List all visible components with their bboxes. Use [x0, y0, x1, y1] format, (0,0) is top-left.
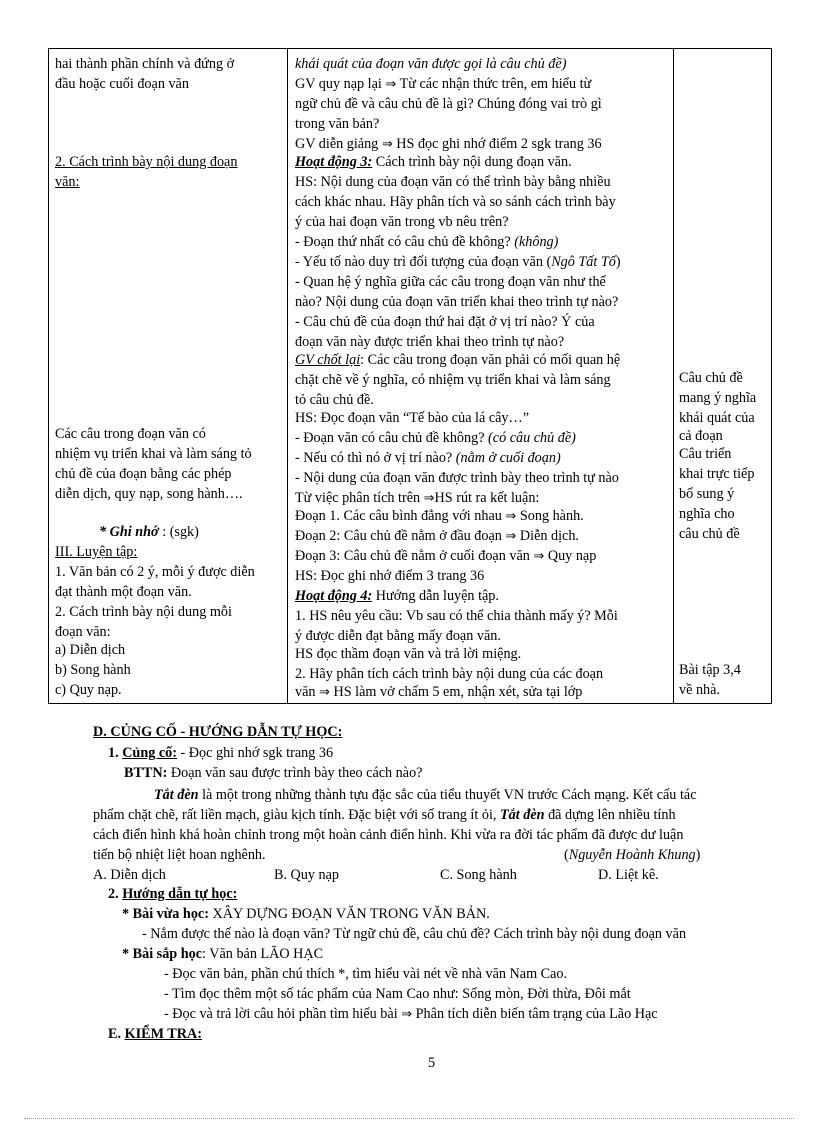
activity-line — [295, 489, 539, 508]
text-run: * Ghi nhớ — [99, 524, 159, 540]
text-run: ý của hai đoạn văn trong vb nêu trên? — [295, 214, 509, 230]
activity-line — [295, 333, 564, 352]
activity-line — [295, 683, 582, 702]
text-run: Tắt đèn — [500, 807, 545, 823]
text-run: đã dựng lên nhiều tính — [544, 807, 676, 823]
text-run: Đoạn 3: Câu chủ đề nằm ở cuối đoạn văn — [295, 548, 534, 564]
text-run: 1. — [108, 745, 123, 761]
arrow-icon: ⇒ — [381, 137, 393, 152]
arrow-icon: ⇒ — [385, 77, 397, 92]
note-line — [679, 525, 740, 544]
text-run: BTTN: — [124, 765, 168, 781]
activity-line — [295, 115, 379, 134]
text-run: Các câu trong đoạn văn có — [55, 426, 206, 442]
section-line — [164, 1005, 658, 1024]
lesson-table — [48, 48, 772, 704]
activity-line — [295, 645, 521, 664]
page-number: 5 — [428, 1055, 436, 1071]
text-run: đoạn văn: — [55, 624, 111, 640]
text-run: (không) — [514, 234, 559, 250]
note-line — [679, 389, 756, 408]
section-line — [164, 965, 567, 984]
text-run: b) Song hành — [55, 662, 131, 678]
activity-line — [295, 313, 595, 332]
content-line — [55, 75, 189, 94]
page-border — [24, 1118, 794, 1119]
text-run: Song hành. — [516, 508, 584, 524]
activity-line — [295, 213, 509, 232]
text-run: Củng cố: — [122, 745, 177, 761]
text-run: 1. HS nêu yêu cầu: Vb sau có thể chia thành mấy ý? Mỗi — [295, 608, 618, 624]
activity-line — [295, 75, 591, 94]
text-run: HS: Nội dung của đoạn văn có thể trình bày bằng nhiều — [295, 174, 611, 190]
text-run: A. Diễn dịch — [93, 867, 166, 883]
text-run: GV chốt lại — [295, 352, 361, 368]
activity-line — [295, 153, 572, 172]
activity-line — [295, 351, 620, 370]
text-run: Tắt đèn — [154, 787, 199, 803]
text-run: ý được diễn đạt bằng mấy đoạn văn. — [295, 628, 501, 644]
text-run: Diễn dịch. — [516, 528, 579, 544]
section-line — [564, 846, 700, 865]
section-line — [93, 806, 676, 825]
text-run: 2. Hãy phân tích cách trình bày nội dung của các đoạn — [295, 666, 604, 682]
text-run: 2. Cách trình bày nội dung đoạn — [55, 154, 238, 170]
text-run: III. Luyện tập: — [55, 544, 138, 560]
text-run: cả đoạn — [679, 428, 723, 444]
text-run: tiến bộ nhiệt liệt hoan nghênh. — [93, 847, 266, 863]
text-run: tỏ câu chủ đề. — [295, 392, 374, 408]
text-run: HS rút ra kết luận: — [434, 490, 540, 506]
text-run: phẩm chặt chẽ, rất liền mạch, giàu kịch tính. Đặc biệt với số trang ít ỏi, — [93, 807, 500, 823]
arrow-icon: ⇒ — [319, 685, 330, 700]
activity-line — [295, 527, 579, 546]
text-run: khái quát của — [679, 410, 755, 426]
text-run: - Đọc ghi nhớ sgk trang 36 — [176, 745, 334, 761]
text-run: - Tìm đọc thêm một số tác phẩm của Nam Cao như: Sống mòn, Đời thừa, Đôi mắt — [164, 986, 631, 1002]
text-run: trong văn bản? — [295, 116, 380, 132]
activity-line — [295, 55, 566, 74]
text-run: Bài tập 3,4 — [679, 662, 741, 678]
text-run: (nằm ở cuối đoạn) — [455, 450, 561, 466]
text-run: Đoạn 1. Các câu bình đẳng với nhau — [295, 508, 506, 524]
text-run: - Quan hệ ý nghĩa giữa các câu trong đoạn văn như thế — [295, 274, 606, 290]
text-run: GV diễn giảng — [295, 136, 382, 152]
text-run: : Văn bản LÃO HẠC — [202, 946, 324, 962]
note-line — [679, 465, 754, 484]
arrow-icon: ⇒ — [533, 549, 545, 564]
text-run: GV quy nạp lại — [295, 76, 386, 92]
text-run: chủ đề của đoạn bằng các phép — [55, 466, 232, 482]
content-line — [99, 523, 199, 542]
section-line — [164, 985, 631, 1004]
column-divider — [673, 49, 674, 703]
text-run: HS: Đọc đoạn văn “Tế bào của lá cây…” — [295, 410, 529, 426]
text-run: Câu chủ đề — [679, 370, 743, 386]
note-line — [679, 661, 741, 680]
text-run: HS đọc ghi nhớ điểm 2 sgk trang 36 — [392, 136, 602, 152]
text-run: B. Quy nạp — [274, 867, 340, 883]
content-line — [55, 173, 79, 192]
activity-line — [295, 429, 576, 448]
text-run: khai trực tiếp — [679, 466, 755, 482]
section-line — [274, 866, 339, 885]
text-run: XÂY DỰNG ĐOẠN VĂN TRONG VĂN BẢN. — [208, 906, 490, 922]
text-run: c) Quy nạp. — [55, 682, 122, 698]
content-line — [55, 55, 234, 74]
text-run: Hoạt động 3: — [295, 154, 373, 170]
text-run: Đoạn văn sau được trình bày theo cách nào? — [167, 765, 423, 781]
text-run: KIỂM TRA: — [124, 1026, 202, 1042]
activity-line — [295, 233, 558, 252]
text-run: văn — [295, 684, 320, 700]
section-line — [122, 945, 323, 964]
text-run: Nguyễn Hoành Khung — [568, 847, 696, 863]
text-run: - Đọc văn bản, phần chú thích *, tìm hiểu vài nét về nhà văn Nam Cao. — [164, 966, 568, 982]
text-run: đầu hoặc cuối đoạn văn — [55, 76, 189, 92]
text-run: - Nội dung của đoạn văn được trình bày theo trình tự nào — [295, 470, 619, 486]
section-line — [124, 764, 422, 783]
text-run: câu chủ đề — [679, 526, 740, 542]
text-run: hai thành phần chính và đứng ở — [55, 56, 235, 72]
section-line — [93, 723, 342, 742]
text-run: Hướng dẫn luyện tập. — [372, 588, 499, 604]
activity-line — [295, 391, 374, 410]
section-line — [598, 866, 659, 885]
text-run: 2. Cách trình bày nội dung mỗi — [55, 604, 232, 620]
activity-line — [295, 665, 603, 684]
section-line — [93, 846, 266, 865]
text-run: D. CỦNG CỐ - HƯỚNG DẪN TỰ HỌC: — [93, 724, 343, 740]
text-run: là một trong những thành tựu đặc sắc của tiểu thuyết VN trước Cách mạng. Kết cấu tác — [198, 787, 697, 803]
section-line — [122, 905, 490, 924]
text-run: chặt chẽ về ý nghĩa, có nhiệm vụ triển khai và làm sáng — [295, 372, 611, 388]
note-line — [679, 681, 720, 700]
section-line — [108, 1025, 202, 1044]
content-line — [55, 563, 255, 582]
text-run: HS đọc thầm đoạn văn và trả lời miệng. — [295, 646, 522, 662]
text-run: - Đọc và trả lời câu hỏi phần tìm hiểu bài — [164, 1006, 402, 1022]
content-line — [55, 603, 232, 622]
content-line — [55, 425, 206, 444]
text-run: Câu triển — [679, 446, 732, 462]
text-run: D. Liệt kê. — [598, 867, 659, 883]
text-run: mang ý nghĩa — [679, 390, 757, 406]
content-line — [55, 485, 243, 504]
activity-line — [295, 587, 499, 606]
text-run: E. — [108, 1026, 125, 1042]
text-run: C. Song hành — [440, 867, 517, 883]
text-run: nào? Nội dung của đoạn văn triển khai theo trình tự nào? — [295, 294, 619, 310]
text-run: : (sgk) — [158, 524, 199, 540]
text-run: diễn dịch, quy nạp, song hành…. — [55, 486, 243, 502]
text-run: a) Diễn dịch — [55, 642, 126, 658]
content-line — [55, 543, 137, 562]
activity-line — [295, 173, 611, 192]
text-run: - Câu chủ đề của đoạn thứ hai đặt ở vị trí nào? Ý của — [295, 314, 595, 330]
text-run: ngữ chủ đề và câu chủ đề là gì? Chúng đóng vai trò gì — [295, 96, 602, 112]
activity-line — [295, 135, 602, 154]
section-line — [154, 786, 697, 805]
note-line — [679, 369, 743, 388]
activity-line — [295, 547, 596, 566]
text-run: đạt thành một đoạn văn. — [55, 584, 192, 600]
text-run: ( — [564, 847, 569, 863]
activity-line — [295, 469, 619, 488]
note-line — [679, 427, 723, 446]
activity-line — [295, 371, 611, 390]
text-run: Quy nạp — [544, 548, 597, 564]
text-run: HS: Đọc ghi nhớ điểm 3 trang 36 — [295, 568, 485, 584]
arrow-icon: ⇒ — [401, 1007, 413, 1022]
activity-line — [295, 607, 618, 626]
content-line — [55, 445, 252, 464]
content-line — [55, 623, 111, 642]
text-run: Đoạn 2: Câu chủ đề nằm ở đầu đoạn — [295, 528, 506, 544]
text-run: Hướng dẫn tự học: — [122, 886, 238, 902]
text-run: cách điển hình khá hoàn chỉnh trong một hoàn cảnh điển hình. Khi vừa ra đời tác phẩm đã được dư luận — [93, 827, 684, 843]
text-run: * Bài sắp học — [122, 946, 203, 962]
activity-line — [295, 409, 529, 428]
text-run: - Nếu có thì nó ở vị trí nào? — [295, 450, 456, 466]
text-run: - Đoạn văn có câu chủ đề không? — [295, 430, 489, 446]
text-run: Từ việc phân tích trên — [295, 490, 424, 506]
text-run: * Bài vừa học: — [122, 906, 209, 922]
note-line — [679, 485, 734, 504]
section-line — [108, 744, 333, 763]
text-run: Hoạt động 4: — [295, 588, 373, 604]
section-line — [142, 925, 686, 944]
text-run: Cách trình bày nội dung đoạn văn. — [372, 154, 572, 170]
arrow-icon: ⇒ — [423, 491, 435, 506]
column-divider — [287, 49, 288, 703]
text-run: (có câu chủ đề) — [488, 430, 576, 446]
content-line — [55, 641, 125, 660]
text-run: Phân tích diễn biến tâm trạng của Lão Hạc — [412, 1006, 658, 1022]
activity-line — [295, 273, 606, 292]
text-run: nhiệm vụ triển khai và làm sáng tỏ — [55, 446, 252, 462]
text-run: 2. — [108, 886, 123, 902]
text-run: Ngô Tất Tố — [551, 254, 616, 270]
activity-line — [295, 627, 501, 646]
activity-line — [295, 507, 584, 526]
text-run: Từ các nhận thức trên, em hiểu từ — [396, 76, 592, 92]
section-line — [440, 866, 517, 885]
arrow-icon: ⇒ — [505, 529, 517, 544]
text-run: HS làm vở chấm 5 em, nhận xét, sửa tại lớp — [329, 684, 583, 700]
text-run: ) — [695, 847, 701, 863]
content-line — [55, 153, 237, 172]
activity-line — [295, 193, 616, 212]
text-run: : Các câu trong đoạn văn phải có mối quan hệ — [360, 352, 621, 368]
content-line — [55, 465, 231, 484]
text-run: ) — [615, 254, 621, 270]
activity-line — [295, 95, 602, 114]
text-run: văn: — [55, 174, 80, 190]
section-line — [93, 826, 683, 845]
text-run: về nhà. — [679, 682, 720, 698]
text-run: đoạn văn này được triển khai theo trình tự nào? — [295, 334, 565, 350]
text-run: - Đoạn thứ nhất có câu chủ đề không? — [295, 234, 515, 250]
note-line — [679, 409, 755, 428]
content-line — [55, 583, 192, 602]
section-line — [108, 885, 237, 904]
note-line — [679, 445, 731, 464]
arrow-icon: ⇒ — [505, 509, 517, 524]
content-line — [55, 661, 131, 680]
text-run: - Nắm được thế nào là đoạn văn? Từ ngữ chủ đề, câu chủ đề? Cách trình bày nội dung đoạn văn — [142, 926, 687, 942]
activity-line — [295, 293, 618, 312]
text-run: bổ sung ý — [679, 486, 735, 502]
content-line — [55, 681, 122, 700]
activity-line — [295, 449, 561, 468]
text-run: khái quát của đoạn văn được gọi là câu chủ đề) — [295, 56, 567, 72]
section-line — [93, 866, 166, 885]
text-run: cách khác nhau. Hãy phân tích và so sánh cách trình bày — [295, 194, 616, 210]
activity-line — [295, 253, 621, 272]
text-run: nghĩa cho — [679, 506, 735, 522]
note-line — [679, 505, 735, 524]
activity-line — [295, 567, 484, 586]
text-run: 1. Văn bản có 2 ý, mỗi ý được diễn — [55, 564, 255, 580]
text-run: - Yếu tố nào duy trì đối tượng của đoạn văn ( — [295, 254, 552, 270]
